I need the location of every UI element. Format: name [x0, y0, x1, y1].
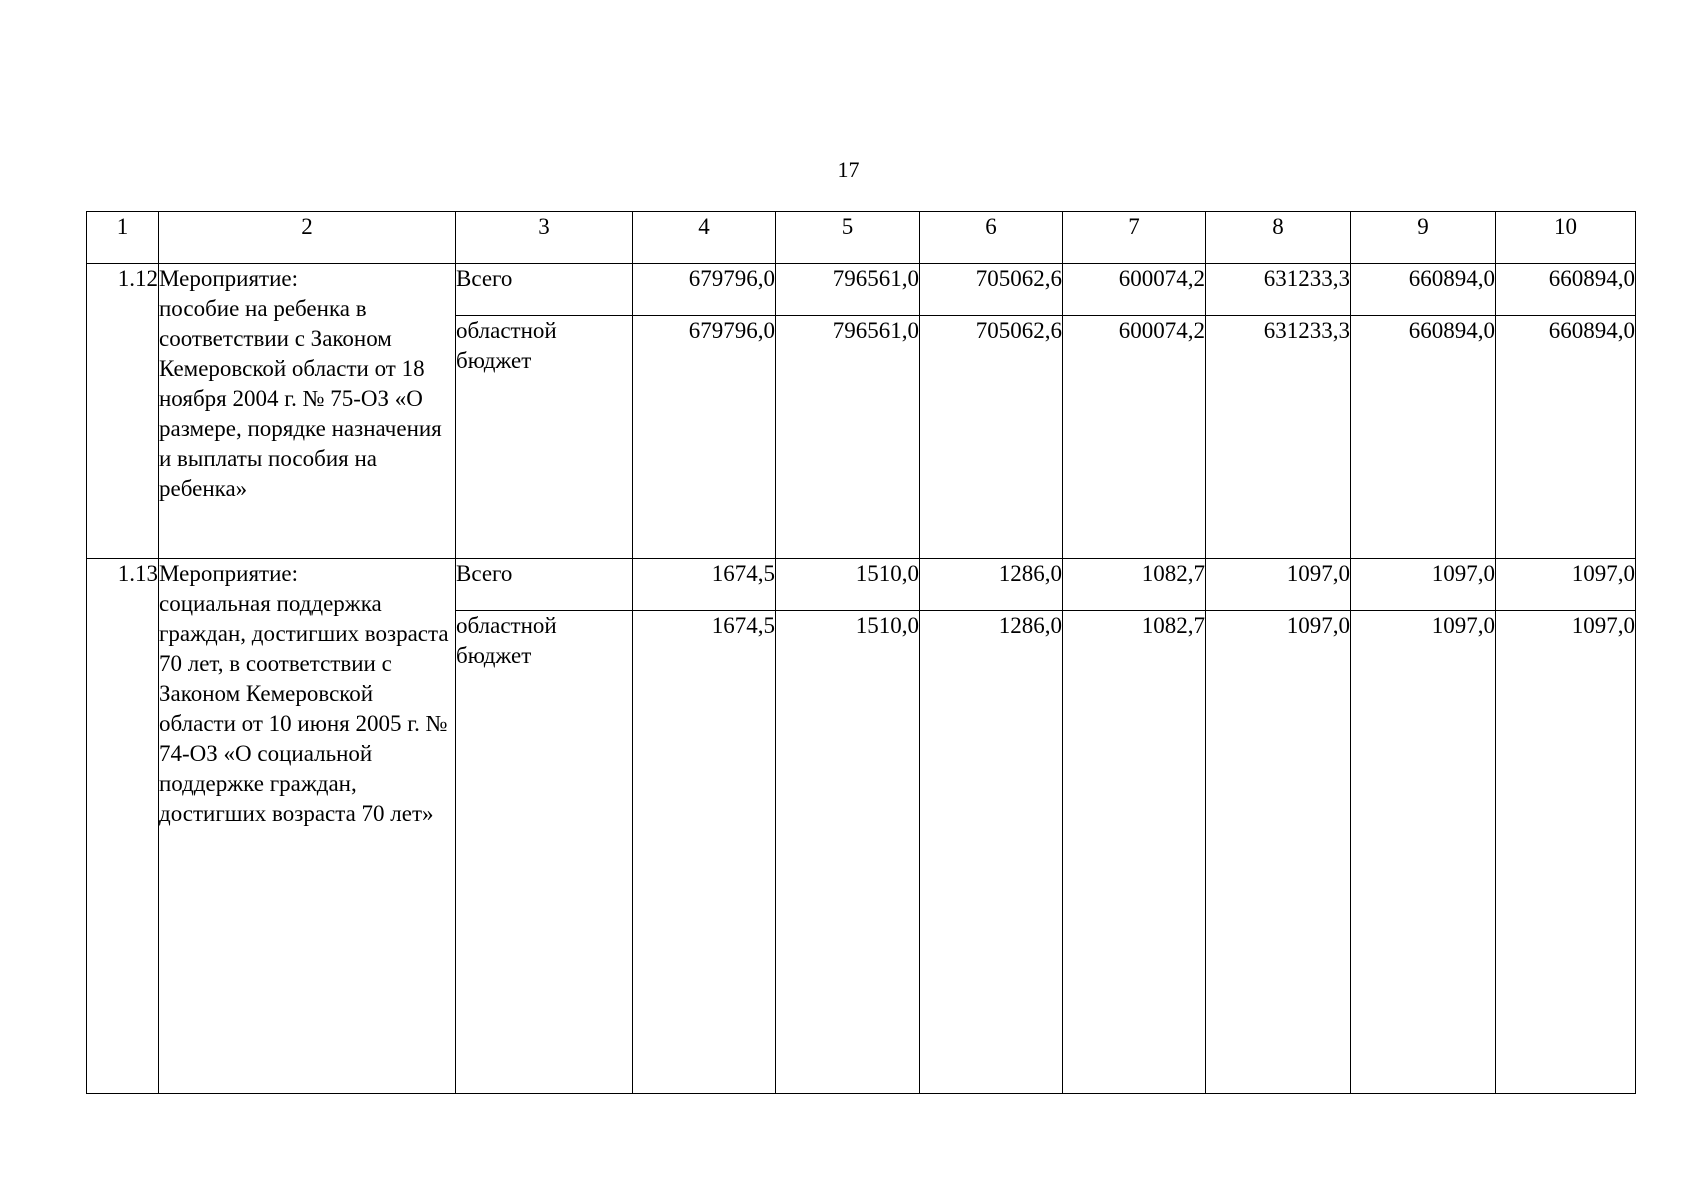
table-header-row: [87, 212, 1636, 264]
value-cell: 600074,2: [1063, 264, 1206, 316]
column-header: 1: [87, 212, 159, 264]
value-cell: 679796,0: [633, 264, 776, 316]
value-cell: 1097,0: [1496, 559, 1636, 611]
value-cell: 679796,0: [633, 316, 776, 559]
column-header: 4: [633, 212, 776, 264]
column-header: 6: [920, 212, 1063, 264]
value-cell: 600074,2: [1063, 316, 1206, 559]
value-cell: 1674,5: [633, 611, 776, 1094]
column-header: 2: [159, 212, 456, 264]
column-header: 7: [1063, 212, 1206, 264]
value-cell: 660894,0: [1496, 264, 1636, 316]
value-cell: 1097,0: [1206, 559, 1351, 611]
funding-source: областной бюджет: [456, 316, 633, 559]
value-cell: 705062,6: [920, 264, 1063, 316]
description-text: Мероприятие: социальная поддержка граждан, достигших возраста 70 лет, в соответствии с Законом Кемеровской области от 10 июня 2005 г. № 74-ОЗ «О социальной поддержке граждан, достигших возраста 70 лет»: [159, 561, 449, 826]
row-id: 1.13: [87, 559, 159, 1094]
column-header: 5: [776, 212, 920, 264]
page-number: 17: [837, 157, 860, 182]
value-cell: 796561,0: [776, 316, 920, 559]
value-cell: 660894,0: [1496, 316, 1636, 559]
column-header: 9: [1351, 212, 1496, 264]
value-cell: 1510,0: [776, 559, 920, 611]
value-cell: 631233,3: [1206, 316, 1351, 559]
value-cell: 660894,0: [1351, 316, 1496, 559]
value-cell: 1510,0: [776, 611, 920, 1094]
value-cell: 705062,6: [920, 316, 1063, 559]
column-header: 3: [456, 212, 633, 264]
funding-source: областной бюджет: [456, 611, 633, 1094]
value-cell: 1097,0: [1206, 611, 1351, 1094]
value-cell: 631233,3: [1206, 264, 1351, 316]
table-row: [87, 264, 1636, 316]
description-text: Мероприятие: пособие на ребенка в соответствии с Законом Кемеровской области от 18 ноября 2004 г. № 75-ОЗ «О размере, порядке назначения и выплаты пособия на ребенка»: [159, 266, 442, 501]
financing-table: [86, 211, 1636, 1094]
value-cell: 796561,0: [776, 264, 920, 316]
funding-source: Всего: [456, 264, 633, 316]
row-description: [159, 559, 456, 1094]
row-id: 1.12: [87, 264, 159, 559]
value-cell: 1097,0: [1496, 611, 1636, 1094]
column-header: 8: [1206, 212, 1351, 264]
value-cell: 1286,0: [920, 559, 1063, 611]
value-cell: 660894,0: [1351, 264, 1496, 316]
value-cell: 1097,0: [1351, 559, 1496, 611]
value-cell: 1674,5: [633, 559, 776, 611]
value-cell: 1286,0: [920, 611, 1063, 1094]
value-cell: 1082,7: [1063, 611, 1206, 1094]
value-cell: 1082,7: [1063, 559, 1206, 611]
row-description: [159, 264, 456, 559]
funding-source: Всего: [456, 559, 633, 611]
table-row: [87, 559, 1636, 611]
value-cell: 1097,0: [1351, 611, 1496, 1094]
column-header: 10: [1496, 212, 1636, 264]
